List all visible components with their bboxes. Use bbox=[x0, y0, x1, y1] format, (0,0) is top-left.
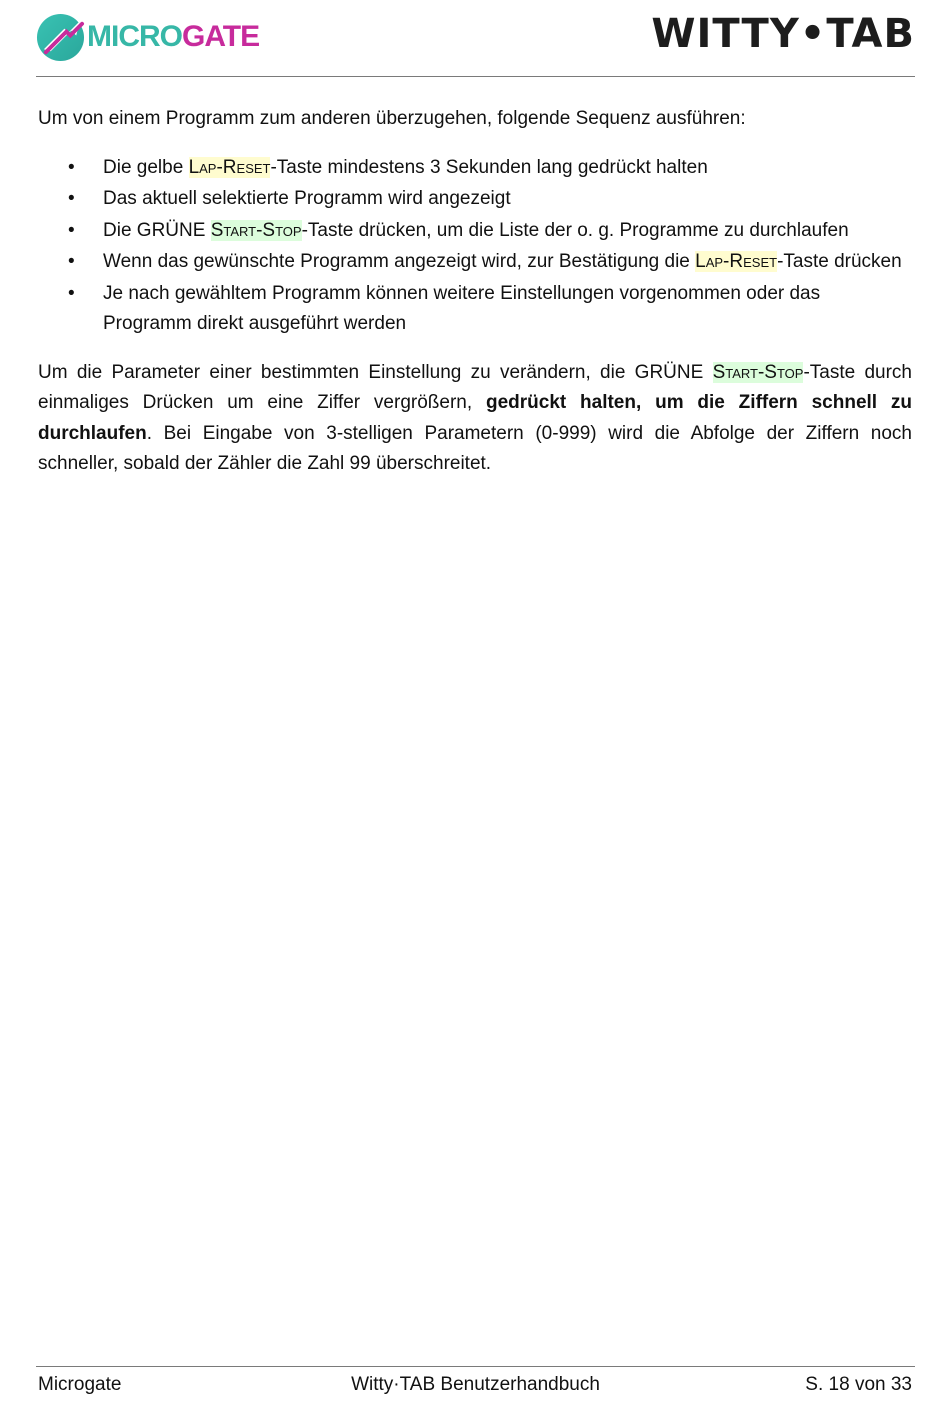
bullet-4-text-b: -Taste drücken bbox=[777, 251, 902, 272]
page-footer bbox=[36, 1366, 915, 1398]
footer-center: Witty·TAB Benutzerhandbuch bbox=[351, 1374, 600, 1395]
bullet-5-text: Je nach gewähltem Programm können weitere Einstellungen vorgenommen oder das Programm direkt ausgeführt werden bbox=[103, 282, 821, 334]
microgate-logo bbox=[36, 12, 259, 62]
bullet-item-2 bbox=[38, 184, 912, 215]
microgate-logo-icon bbox=[36, 13, 85, 62]
bullet-3-text-a: Die GRÜNE bbox=[103, 219, 211, 241]
parameter-bold-text: gedrückt halten, um die Ziffern schnell zu durchlaufen bbox=[38, 392, 913, 444]
lap-reset-label: Lap-Reset bbox=[188, 156, 271, 178]
bullet-3-text-b: -Taste drücken, um die Liste der o. g. Programme zu durchlaufen bbox=[301, 219, 849, 241]
bullet-4-text-a: Wenn das gewünschte Programm angezeigt wird, zur Bestätigung die bbox=[103, 251, 696, 272]
parameter-text-3: . Bei Eingabe von 3-stelligen Parametern (0-999) wird die Abfolge der Ziffern noch schneller, sobald der Zähler die Zahl 99 überschreitet. bbox=[38, 422, 912, 474]
bullet-item-1 bbox=[38, 153, 912, 184]
witty-tab-logo-text: WITTY•TAB bbox=[651, 11, 915, 57]
page-number: S. 18 von 33 bbox=[805, 1374, 912, 1395]
parameter-paragraph bbox=[38, 358, 912, 480]
bullet-1-text-b: -Taste mindestens 3 Sekunden lang gedrückt halten bbox=[270, 156, 708, 178]
start-stop-label: Start-Stop bbox=[210, 219, 302, 241]
parameter-text-2: -Taste durch einmaliges Drücken um eine Ziffer vergrößern, bbox=[38, 361, 913, 413]
bullet-item-4 bbox=[38, 247, 912, 278]
bullet-list bbox=[38, 153, 912, 340]
page-header bbox=[36, 10, 915, 77]
intro-paragraph: Um von einem Programm zum anderen überzugehen, folgende Sequenz ausführen: bbox=[38, 108, 746, 129]
parameter-text-1: Um die Parameter einer bestimmten Einstellung zu verändern, die GRÜNE bbox=[38, 361, 713, 383]
footer-left: Microgate bbox=[38, 1374, 122, 1395]
microgate-logo-text: MICROGATE bbox=[87, 20, 260, 53]
bullet-2-text: Das aktuell selektierte Programm wird angezeigt bbox=[103, 188, 511, 209]
bullet-item-3 bbox=[38, 216, 912, 247]
page-content bbox=[38, 104, 912, 480]
bullet-1-text-a: Die gelbe bbox=[103, 156, 189, 178]
bullet-item-5 bbox=[38, 279, 912, 340]
start-stop-label: Start-Stop bbox=[712, 361, 804, 383]
lap-reset-label: Lap-Reset bbox=[695, 251, 778, 272]
